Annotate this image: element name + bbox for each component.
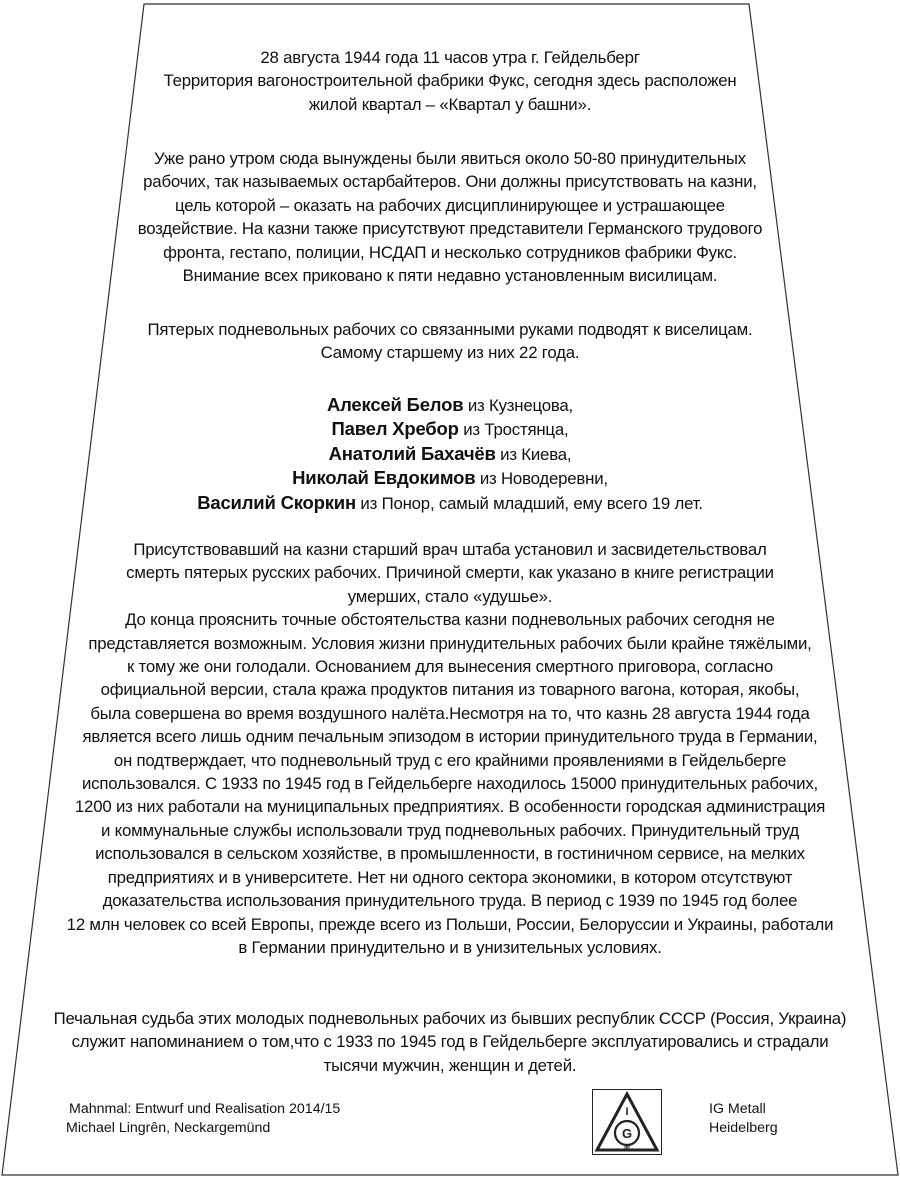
- victim-name: Алексей Белов: [326, 394, 464, 415]
- org-line: IG Metall: [709, 1101, 766, 1117]
- credits: [66, 1100, 340, 1138]
- logo-letter-g: G: [621, 1126, 633, 1141]
- logo-letter-m: M: [624, 1144, 630, 1151]
- victim-origin: из Тростянца,: [458, 420, 569, 440]
- prisoners-paragraph: [0, 318, 900, 365]
- closing-line: тысячи мужчин, женщин и детей.: [323, 1055, 577, 1075]
- victim-name: Николай Евдокимов: [292, 467, 476, 489]
- victim-entry: [0, 466, 900, 490]
- organization: [709, 1100, 778, 1138]
- intro-line: рабочих, так называемых остарбайтеров. Они должны присутствовать на казни,: [143, 172, 757, 192]
- body-line: умерших, стало «удушье».: [347, 586, 553, 606]
- intro-line: цель которой – оказать на рабочих дисциплинирующее и устрашающее: [175, 195, 725, 215]
- body-line: и коммунальные службы использовали труд подневольных рабочих. Принудительный труд: [101, 820, 799, 840]
- org-line: Heidelberg: [709, 1120, 778, 1136]
- body-line: 1200 из них работали на муниципальных предприятиях. В особенности городская администрация: [74, 797, 826, 817]
- body-line: в Германии принудительно и в унизительных условиях.: [238, 937, 662, 957]
- credit-line: Michael Lingrên, Neckargemünd: [66, 1120, 271, 1136]
- body-line: доказательства использования принудительного труда. В период с 1939 по 1945 год более: [102, 891, 798, 911]
- body-line: является всего лишь одним печальным эпизодом в истории принудительного труда в Германии,: [82, 727, 818, 747]
- victim-entry: [0, 442, 900, 466]
- body-line: Присутствовавший на казни старший врач штаба установил и засвидетельствовал: [133, 540, 767, 559]
- prisoners-line: Пятерых подневольных рабочих со связанными руками подводят к виселицам.: [147, 320, 753, 339]
- header-line: Территория вагоностроительной фабрики Фукс, сегодня здесь расположен: [163, 71, 737, 91]
- body-line: представляется возможным. Условия жизни принудительных рабочих были крайне тяжёлыми,: [88, 633, 812, 653]
- intro-line: Уже рано утром сюда вынуждены были явиться около 50-80 принудительных: [154, 149, 746, 168]
- victim-entry: [0, 491, 900, 515]
- prisoners-line: Самому старшему из них 22 года.: [320, 343, 580, 363]
- body-line: официальной версии, стала кража продуктов питания из товарного вагона, которая, якобы,: [100, 680, 800, 700]
- body-line: была совершена во время воздушного налёта.Несмотря на то, что казнь 28 августа 1944 года: [90, 703, 810, 723]
- victim-origin: из Кузнецова,: [463, 396, 574, 415]
- body-line: он подтверждает, что подневольный труд с его крайними проявлениями в Гейдельберге: [113, 750, 787, 770]
- body-line: использовался. С 1933 по 1945 год в Гейдельберге находилось 15000 принудительных рабочих,: [82, 774, 818, 794]
- victim-entry: [0, 393, 900, 417]
- body-line: к тому же они голодали. Основанием для вынесения смертного приговора, согласно: [126, 657, 774, 677]
- victim-name: Анатолий Бахачёв: [328, 442, 496, 464]
- intro-paragraph: [0, 147, 900, 287]
- body-line: предприятиях и в университете. Нет ни одного сектора экономики, в котором отсутствуют: [107, 867, 793, 887]
- body-line: смерть пятерых русских рабочих. Причиной смерти, как указано в книге регистрации: [126, 563, 774, 583]
- closing-line: служит напоминанием о том,что с 1933 по 1945 год в Гейдельберге эксплуатировались и страдали: [71, 1032, 829, 1052]
- credit-line: Mahnmal: Entwurf und Realisation 2014/15: [69, 1101, 341, 1117]
- body-line: 12 млн человек со всей Европы, прежде всего из Польши, России, Белоруссии и Украины, работали: [66, 914, 834, 934]
- ig-metall-logo-icon: [592, 1089, 662, 1155]
- intro-line: воздействие. На казни также присутствуют представители Германского трудового: [137, 219, 763, 239]
- closing-paragraph: [0, 1007, 900, 1077]
- header-line: жилой квартал – «Квартал у башни».: [308, 94, 592, 114]
- body-line: использовался в сельском хозяйстве, в промышленности, в гостиничном сервисе, на мелких: [95, 844, 805, 864]
- intro-line: Внимание всех приковано к пяти недавно установленным висилицам.: [182, 266, 718, 286]
- victim-entry: [0, 417, 900, 441]
- victim-name: Павел Хребор: [331, 418, 459, 440]
- victim-name: Василий Скоркин: [197, 491, 356, 513]
- body-line: До конца прояснить точные обстоятельства казни подневольных рабочих сегодня не: [125, 610, 775, 630]
- intro-line: фронта, гестапо, полиции, НСДАП и несколько сотрудников фабрики Фукс.: [163, 242, 737, 262]
- victim-origin: из Новодеревни,: [475, 469, 608, 489]
- header-block: [0, 46, 900, 116]
- victim-origin: из Киева,: [495, 444, 572, 464]
- logo-letter-i: I: [625, 1106, 629, 1118]
- header-line: 28 августа 1944 года 11 часов утра г. Гейдельберг: [260, 48, 640, 67]
- closing-line: Печальная судьба этих молодых подневольных рабочих из бывших республик СССР (Россия, Украина): [53, 1009, 847, 1028]
- victim-origin: из Понор, самый младший, ему всего 19 лет.: [355, 493, 703, 513]
- victims-list: [0, 393, 900, 515]
- body-paragraph: [0, 538, 900, 959]
